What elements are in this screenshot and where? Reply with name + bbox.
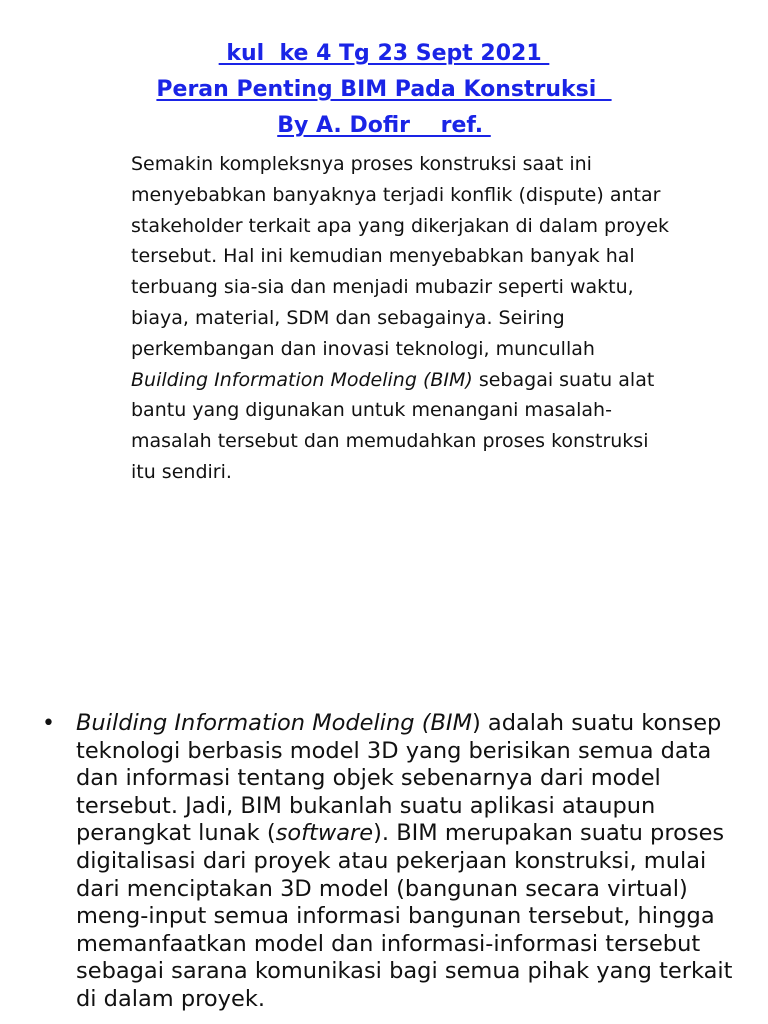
intro-text-start: Semakin kompleksnya proses konstruksi saat ini menyebabkan banyaknya terjadi konflik (dispute) antar stakeholder terkait apa yang dikerjakan di dalam proyek tersebut. Hal ini kemudian menyebabkan banyak hal terbuang sia-sia dan menjadi mubazir seperti waktu, biaya, material, SDM dan sebagainya. Seiring perkembangan dan inovasi teknologi, muncullah [131,153,670,360]
bullet-bim-term: Building Information Modeling (BIM [76,710,472,736]
bullet-marker: • [42,711,55,736]
bullet-text [76,710,736,1014]
title-line-lecture-date[interactable]: kul ke 4 Tg 23 Sept 2021 [218,41,550,66]
title-line-topic[interactable]: Peran Penting BIM Pada Konstruksi [156,77,612,102]
bullet-text-part-1: ) adalah suatu konsep teknologi berbasis model 3D yang berisikan semua data dan informasi tentang objek sebenarnya dari model tersebut. Jadi, BIM bukanlah suatu aplikasi ataupun perangkat lunak ( [76,710,722,847]
document-title [0,36,768,144]
intro-bim-term: Building Information Modeling (BIM) [131,368,473,391]
intro-paragraph [131,149,671,488]
intro-text-end: sebagai suatu alat bantu yang digunakan untuk menangani masalah-masalah tersebut dan memudahkan proses konstruksi itu sendiri. [131,368,655,483]
bullet-item [42,710,742,1014]
title-line-author[interactable]: By A. Dofir ref. [277,113,491,138]
bullet-text-part-2: ). BIM merupakan suatu proses digitalisasi dari proyek atau pekerjaan konstruksi, mulai dari menciptakan 3D model (bangunan secara virtual) meng-input semua informasi bangunan tersebut, hingga memanfaatkan model dan informasi-informasi tersebut sebagai sarana komunikasi bagi semua pihak yang terkait di dalam proyek. [76,820,733,1012]
bullet-software-term: software [275,820,374,847]
